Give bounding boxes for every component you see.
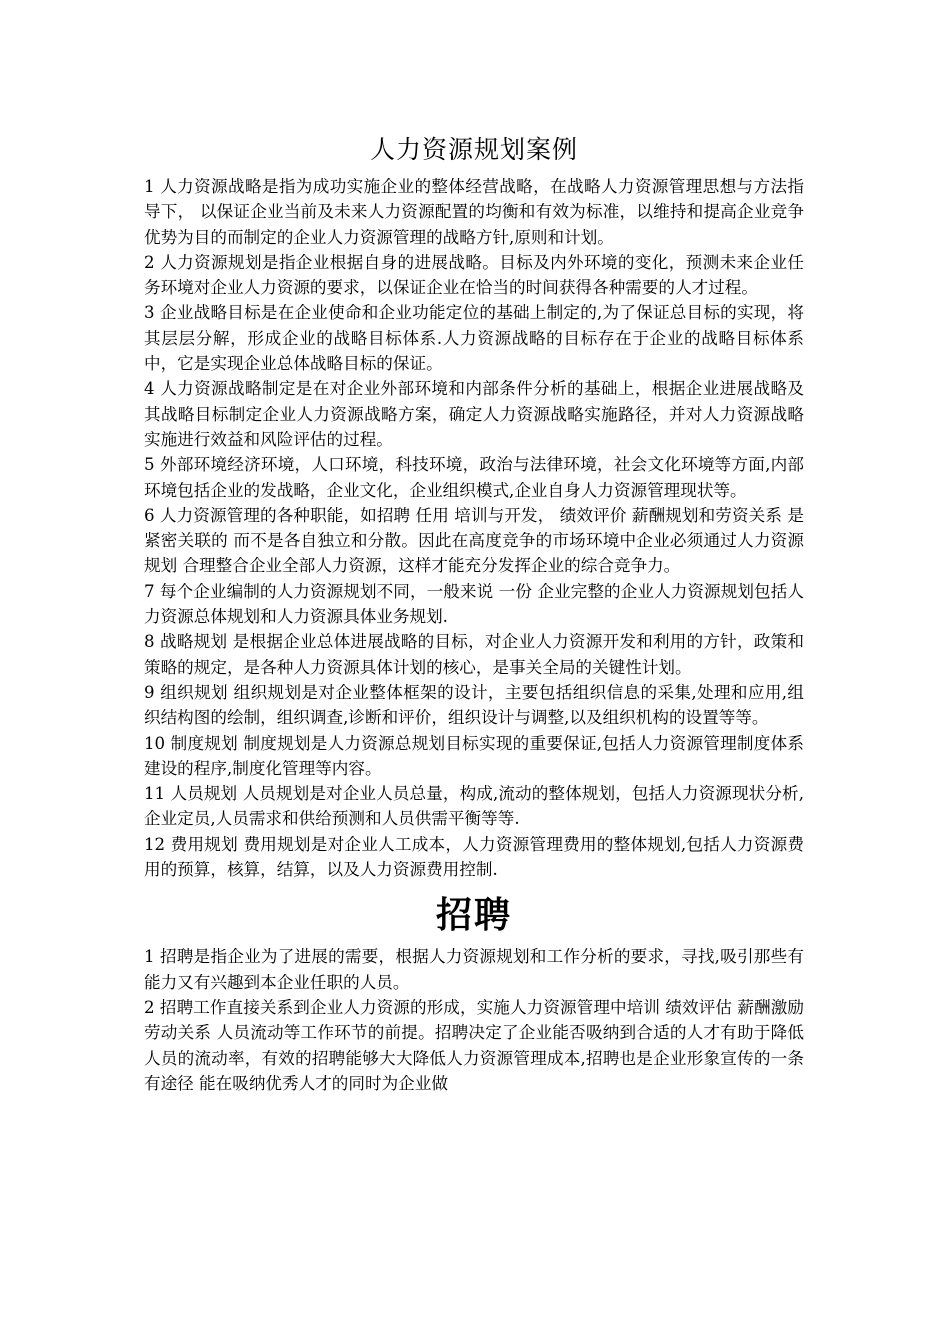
recruitment-paragraph-1: 1 招聘是指企业为了进展的需要，根据人力资源规划和工作分析的要求，寻找,吸引那些有能力又有兴趣到本企业任职的人员。	[144, 947, 804, 992]
paragraph-2: 2 人力资源规划是指企业根据自身的进展战略。目标及内外环境的变化，预测未来企业任务环境对企业人力资源的要求，以保证企业在恰当的时间获得各种需要的人才过程。	[144, 252, 804, 298]
document-title: 人力资源规划案例	[369, 135, 578, 164]
paragraph-11: 11 人员规划 人员规划是对企业人员总量，构成,流动的整体规划，包括人力资源现状分析,企业定员,人员需求和供给预测和人员供需平衡等等.	[144, 784, 804, 829]
paragraph-6: 6 人力资源管理的各种职能，如招聘 任用 培训与开发， 绩效评价 薪酬规划和劳资关系 是紧密关联的 而不是各自独立和分散。因此在高度竞争的市场环境中企业必须通过人力资源规划 合理整合企业全部人力资源，这样才能充分发挥企业的综合竞争力。	[144, 505, 804, 576]
recruitment-paragraph-2: 2 招聘工作直接关系到企业人力资源的形成，实施人力资源管理中培训 绩效评估 薪酬激励 劳动关系 人员流动等工作环节的前提。招聘决定了企业能否吸纳到合适的人才有助于降低人员的流动率，有效的招聘能够大大降低人力资源管理成本,招聘也是企业形象宣传的一条有途径 能在吸纳优秀人才的同时为企业做	[144, 997, 804, 1093]
paragraph-10: 10 制度规划 制度规划是人力资源总规划目标实现的重要保证,包括人力资源管理制度体系建设的程序,制度化管理等内容。	[144, 733, 804, 778]
planning-section	[144, 174, 804, 882]
paragraph-4: 4 人力资源战略制定是在对企业外部环境和内部条件分析的基础上，根据企业进展战略及其战略目标制定企业人力资源战略方案，确定人力资源战略实施路径，并对人力资源战略实施进行效益和风险评估的过程。	[144, 379, 804, 449]
recruitment-section	[144, 944, 804, 1096]
paragraph-5: 5 外部环境经济环境，人口环境，科技环境，政治与法律环境，社会文化环境等方面,内部环境包括企业的发战略，企业文化，企业组织模式,企业自身人力资源管理现状等。	[144, 455, 804, 500]
paragraph-7: 7 每个企业编制的人力资源规划不同，一般来说 一份 企业完整的企业人力资源规划包括人力资源总体规划和人力资源具体业务规划.	[144, 581, 804, 627]
document-page	[144, 128, 804, 1096]
section-title-recruitment: 招聘	[435, 894, 512, 937]
paragraph-8: 8 战略规划 是根据企业总体进展战略的目标，对企业人力资源开发和利用的方针，政策和策略的规定，是各种人力资源具体计划的核心，是事关全局的关键性计划。	[144, 632, 804, 677]
paragraph-1: 1 人力资源战略是指为成功实施企业的整体经营战略，在战略人力资源管理思想与方法指导下， 以保证企业当前及未来人力资源配置的均衡和有效为标准，以维持和提高企业竞争优势为目的而制定的企业人力资源管理的战略方针,原则和计划。	[144, 177, 804, 247]
paragraph-3: 3 企业战略目标是在企业使命和企业功能定位的基础上制定的,为了保证总目标的实现，将其层层分解，形成企业的战略目标体系.人力资源战略的目标存在于企业的战略目标体系中，它是实现企业总体战略目标的保证。	[144, 303, 804, 374]
paragraph-12: 12 费用规划 费用规划是对企业人工成本，人力资源管理费用的整体规划,包括人力资源费用的预算，核算，结算，以及人力资源费用控制.	[144, 834, 804, 880]
paragraph-9: 9 组织规划 组织规划是对企业整体框架的设计，主要包括组织信息的采集,处理和应用,组织结构图的绘制，组织调查,诊断和评价，组织设计与调整,以及组织机构的设置等等。	[144, 682, 804, 728]
